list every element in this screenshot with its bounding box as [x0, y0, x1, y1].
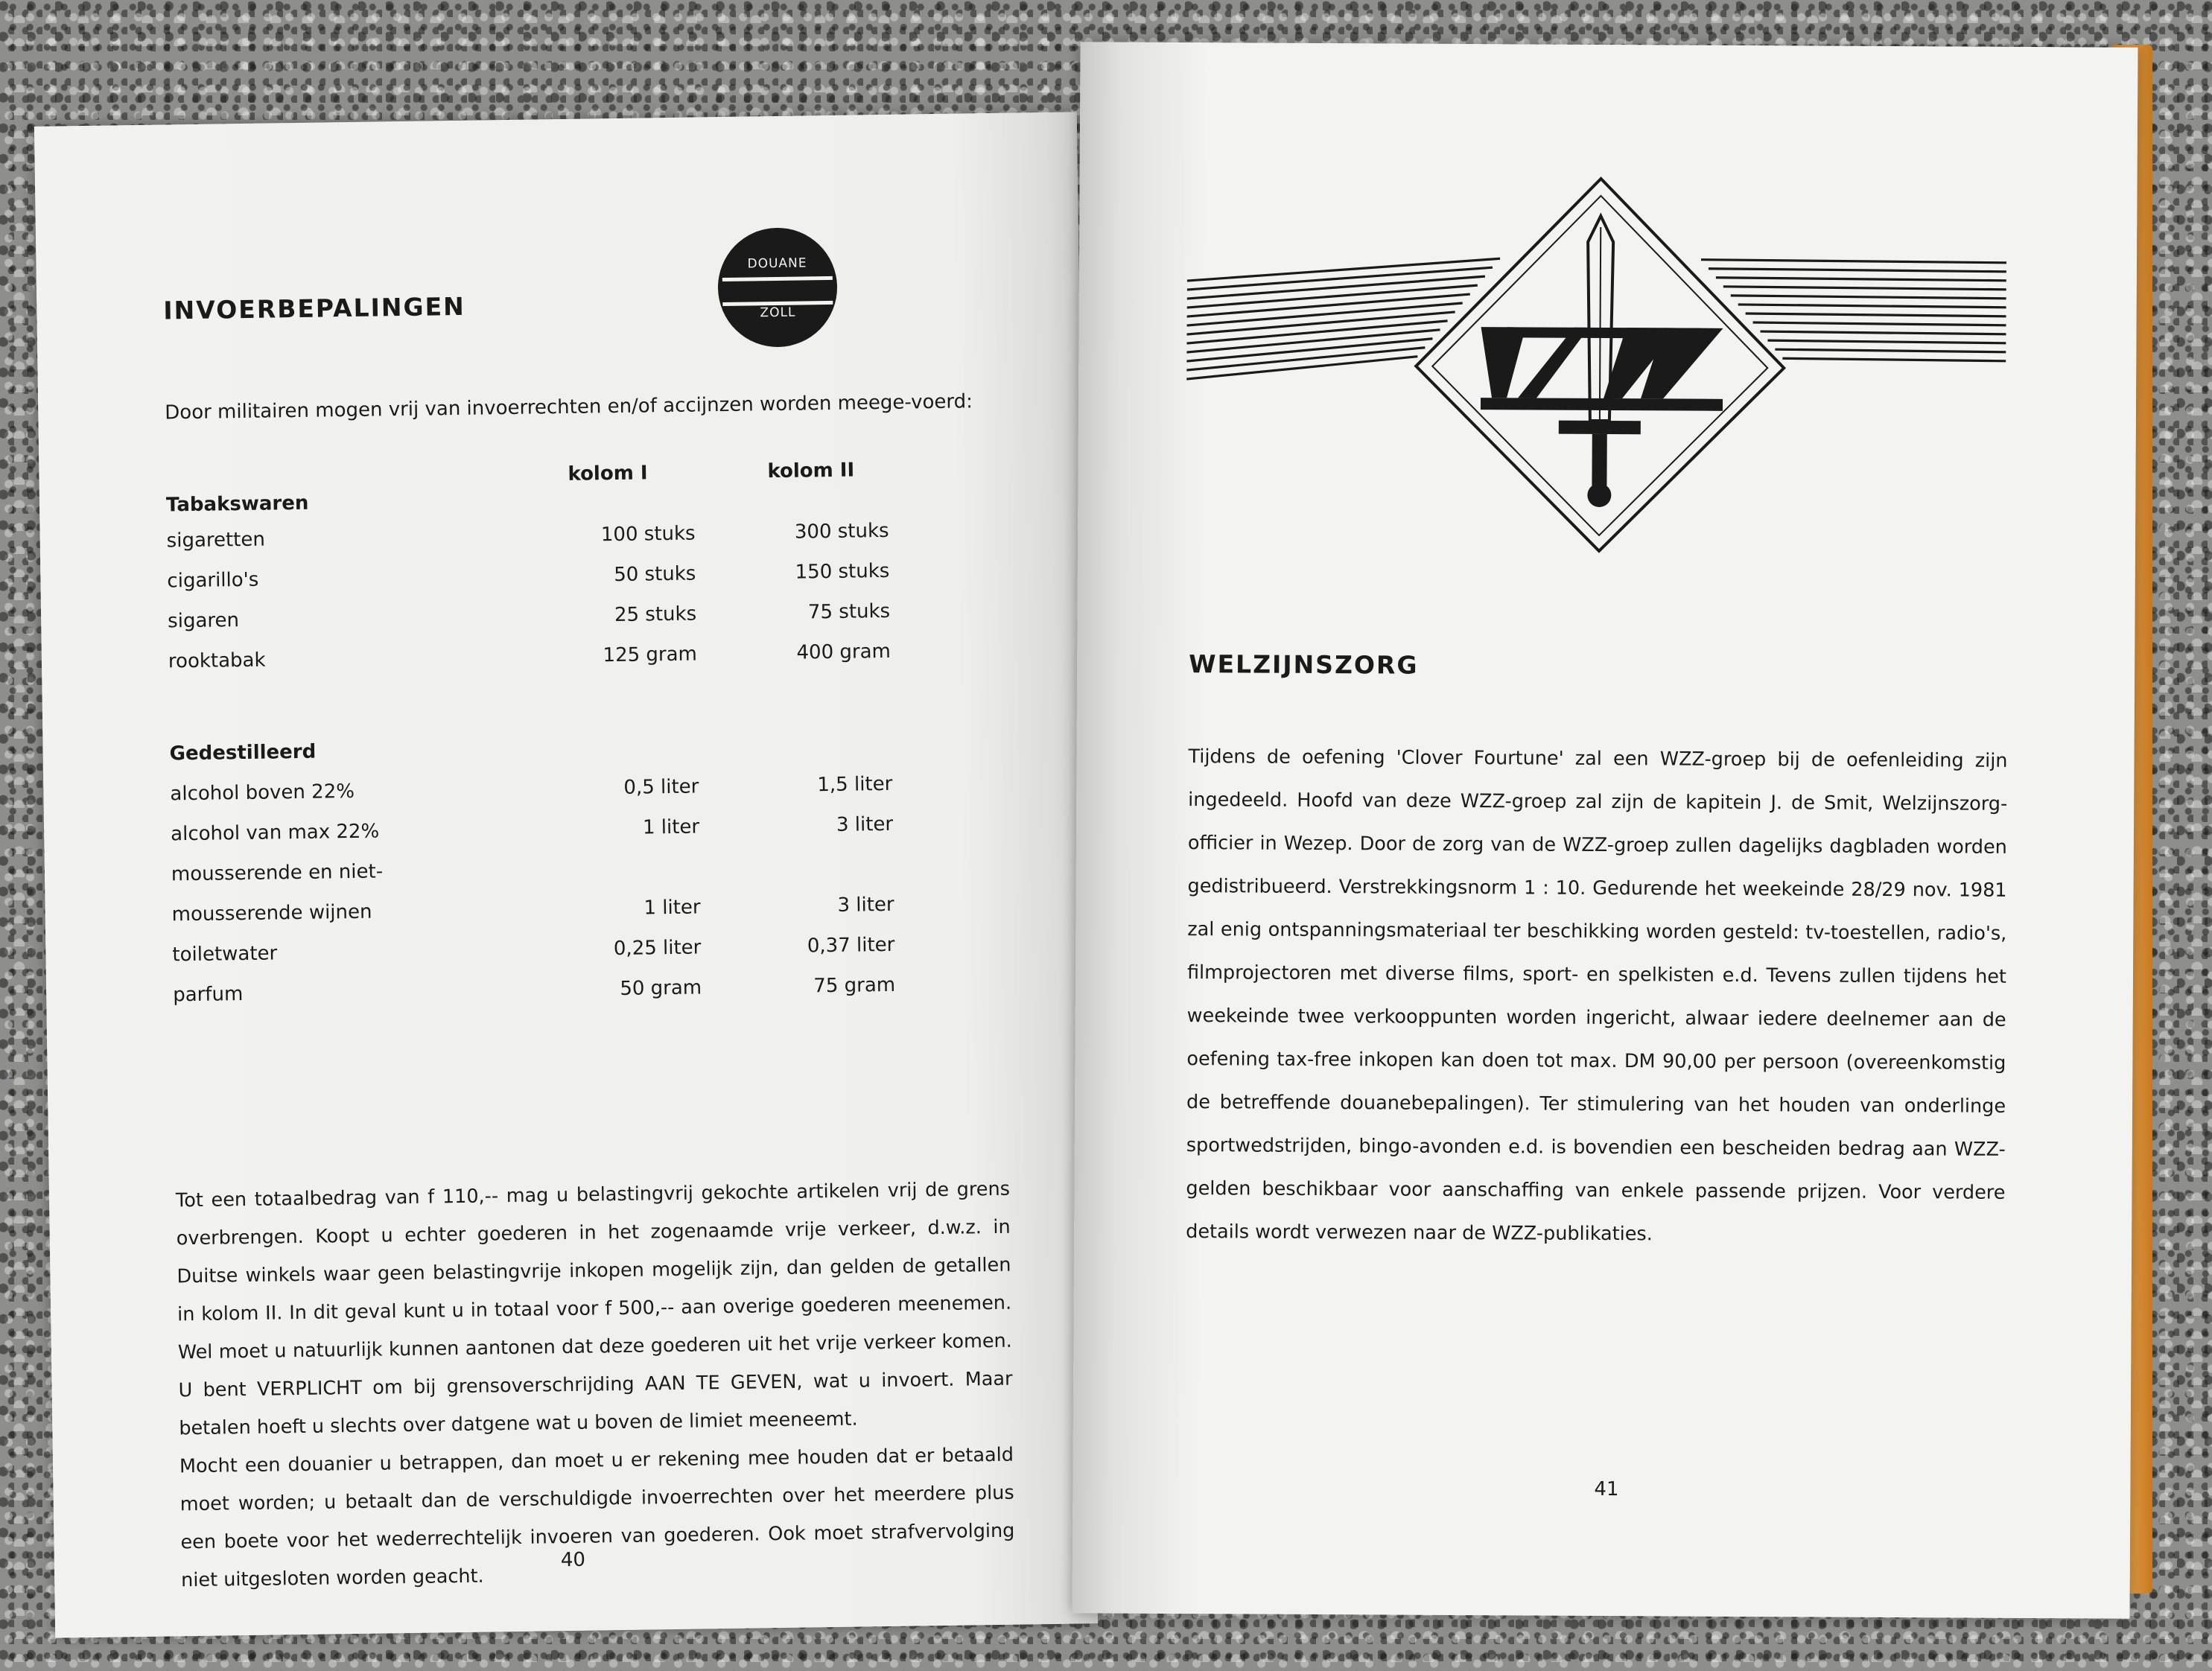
group-name: Gedestilleerd: [169, 740, 317, 766]
group-name: Tabakswaren: [165, 491, 309, 517]
kolom-1-value: 0,5 liter: [623, 775, 699, 799]
allowance-table: [165, 459, 988, 675]
item-name: alcohol van max 22%: [170, 820, 380, 846]
kolom-2-value: 75 stuks: [807, 599, 891, 624]
item-name: mousserende wijnen: [171, 900, 372, 926]
body-paragraph: Mocht een douanier u betrappen, dan moet u er rekening mee houden dat er betaald moet worden; u betaalt dan de verschuldigde invoerrechten over het meerdere plus een boete voor het wederrechtelijk invoeren van goederen. Ook moet strafvervolging niet uitgesloten worden geacht.: [179, 1443, 1015, 1592]
kolom-1-value: 1 liter: [642, 815, 700, 839]
column-header-kolom-1: kolom I: [568, 462, 648, 486]
wzz-sword-emblem-icon: [1186, 173, 2007, 557]
item-name: mousserende en niet-: [171, 860, 384, 886]
kolom-1-value: 50 gram: [620, 976, 702, 1001]
item-name: sigaretten: [166, 528, 266, 553]
kolom-2-value: 3 liter: [836, 812, 894, 836]
item-name: rooktabak: [168, 649, 266, 673]
table-header-row: [165, 459, 985, 517]
page-number: 40: [560, 1548, 586, 1572]
kolom-2-value: 300 stuks: [794, 519, 889, 544]
seal-band: [722, 276, 833, 306]
right-page: [1072, 42, 2138, 1618]
item-name: cigarillo's: [167, 568, 259, 593]
douane-zoll-seal-icon: [717, 227, 838, 348]
body-text: [176, 1171, 1016, 1600]
body-text: [1186, 735, 2008, 1258]
page-number: 41: [1594, 1477, 1619, 1501]
body-paragraph: Tijdens de oefening 'Clover Fourtune' zal een WZZ-groep bij de oefenleiding zijn ingedeeld. Hoofd van deze WZZ-groep zal zijn de kapitein J. de Smit, Welzijnszorg-officier in Wezep. Door de zorg van de WZZ-groep zullen dagelijks dagbladen worden gedistribueerd. Verstrekkingsnorm 1 : 10. Gedurende het weekeinde 28/29 nov. 1981 zal enig ontspanningsmateriaal ter beschikking worden gesteld: tv-toestellen, radio's, filmprojectoren met diverse films, sport- en spelkisten e.d. Tevens zullen tijdens het weekeinde twee verkooppunten worden ingericht, alwaar iedere deelnemer aan de oefening tax-free inkopen kan doen tot max. DM 90,00 per persoon (overeenkomstig de betreffende douanebepalingen). Ter stimulering van het houden van onderlinge sportwedstrijden, bingo-avonden e.d. is bovendien een bescheiden bedrag aan WZZ-gelden beschikbaar voor aanschaffing van enkele passende prijzen. Voor verdere details wordt verwezen naar de WZZ-publikaties.: [1186, 745, 2008, 1246]
kolom-2-value: 3 liter: [837, 893, 894, 917]
item-name: toiletwater: [172, 942, 278, 967]
kolom-1-value: 0,25 liter: [613, 936, 702, 961]
column-header-kolom-2: kolom II: [767, 459, 855, 483]
kolom-2-value: 150 stuks: [795, 559, 890, 584]
kolom-2-value: 400 gram: [796, 640, 892, 664]
left-page: [34, 112, 1098, 1637]
kolom-2-value: 0,37 liter: [807, 933, 895, 958]
kolom-1-value: 100 stuks: [600, 522, 696, 547]
kolom-2-value: 75 gram: [813, 973, 896, 998]
seal-top-text: DOUANE: [747, 255, 807, 272]
kolom-1-value: 1 liter: [643, 896, 701, 920]
item-name: parfum: [172, 983, 244, 1007]
body-paragraph: Tot een totaalbedrag van f 110,-- mag u belastingvrij gekochte artikelen vrij de grens overbrengen. Koopt u echter goederen in het zogenaamde vrije verkeer, d.w.z. in Duitse winkels waar geen belastingvrije inkopen mogelijk zijn, dan gelden de getallen in kolom II. In dit geval kunt u in totaal voor f 500,-- aan overige goederen meenemen. Wel moet u natuurlijk kunnen aantonen dat deze goederen uit het vrije verkeer komen. U bent VERPLICHT om bij grensoverschrijding AAN TE GEVEN, wat u invoert. Maar betalen hoeft u slechts over datgene wat u boven de limiet meeneemt.: [175, 1177, 1013, 1440]
intro-paragraph: Door militairen mogen vrij van invoerrechten en/of accijnzen worden meege-voerd:: [165, 390, 973, 424]
seal-bottom-text: ZOLL: [760, 305, 796, 321]
page-title: INVOERBEPALINGEN: [163, 291, 466, 325]
kolom-2-value: 1,5 liter: [817, 772, 893, 797]
section-title: WELZIJNSZORG: [1189, 649, 1419, 680]
item-name: alcohol boven 22%: [170, 780, 355, 806]
kolom-1-value: 25 stuks: [614, 602, 697, 627]
kolom-1-value: 50 stuks: [613, 562, 696, 587]
kolom-1-value: 125 gram: [603, 643, 698, 667]
allowance-table-spirits: [169, 731, 992, 1024]
item-name: sigaren: [167, 609, 240, 633]
